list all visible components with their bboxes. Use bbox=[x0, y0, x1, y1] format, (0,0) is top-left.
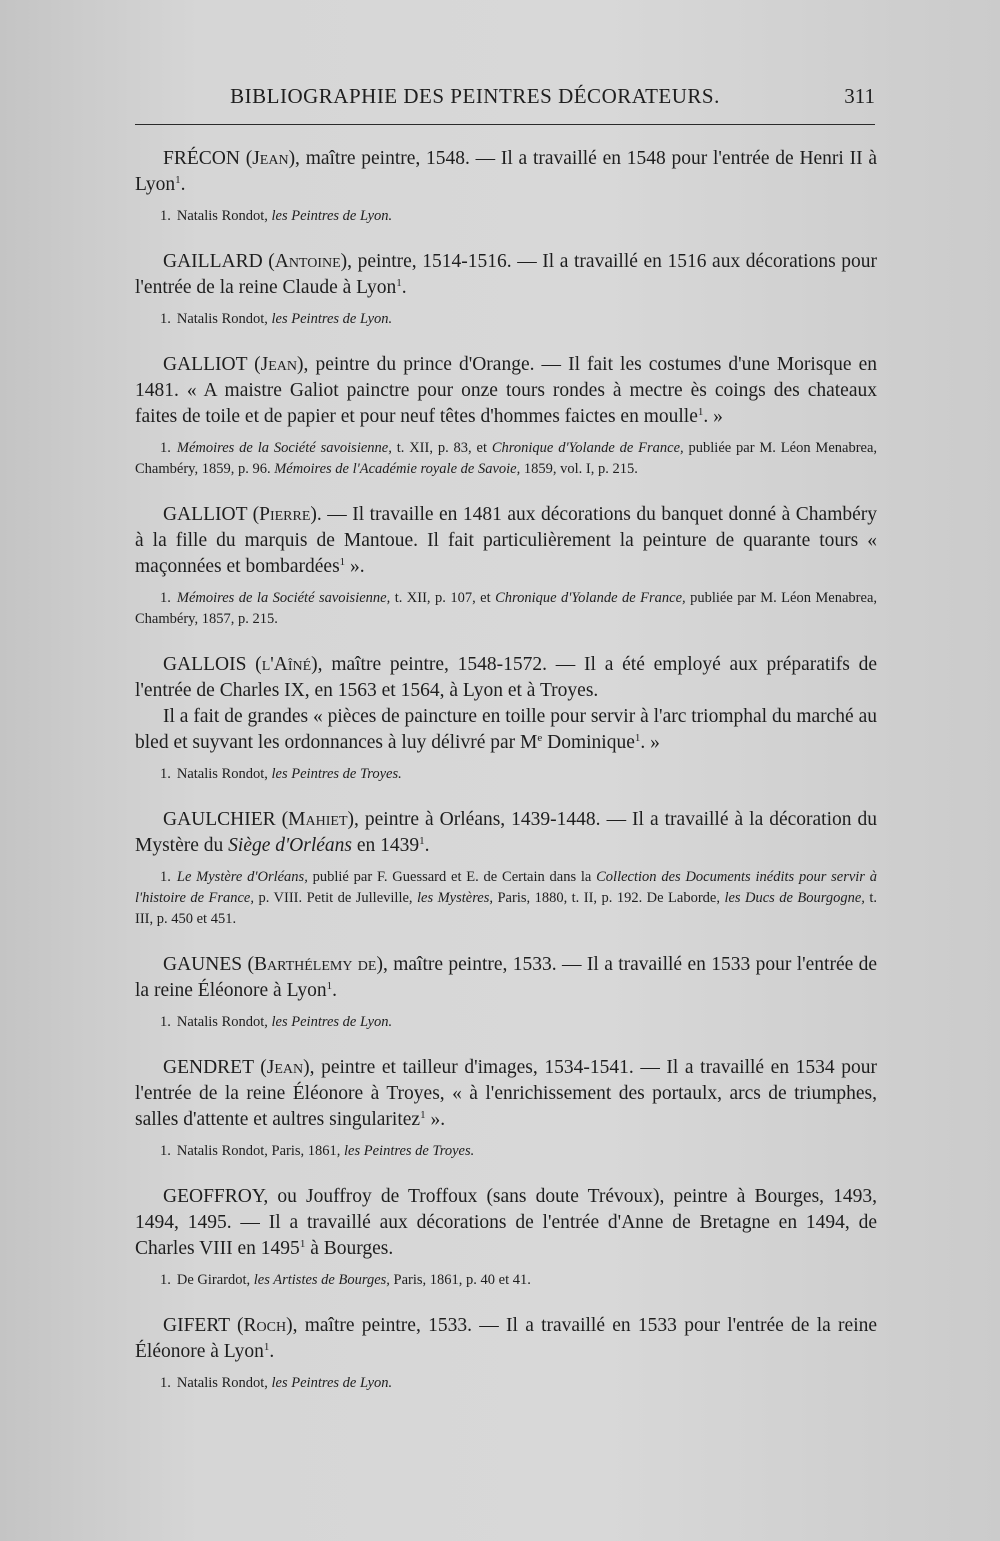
entry-given-name: Jean bbox=[260, 354, 298, 375]
entry-given-name: Pierre bbox=[259, 504, 311, 525]
footnote-marker: 1 bbox=[420, 1109, 426, 1121]
entry-text: GIFERT (Roch), maître peintre, 1533. — Il a travaillé en 1533 pour l'entrée de la reine Éléonore à Lyon$^1$. bbox=[135, 1315, 878, 1362]
footnote-marker: 1 bbox=[697, 406, 704, 418]
entry-frecon bbox=[135, 146, 877, 227]
entry-role: maître peintre, 1548. bbox=[305, 148, 470, 169]
entry-name: FRÉCON bbox=[163, 148, 240, 169]
entry-given-name: l'Aîné bbox=[261, 654, 312, 675]
entry-role: maître peintre, 1533. bbox=[304, 1315, 472, 1336]
page-number: 311 bbox=[844, 84, 875, 108]
entry-italic-title: Siège d'Orléans bbox=[228, 835, 353, 856]
entry-body: — Il a travaillé en 1533 pour l'entrée de la reine Éléonore à Lyon bbox=[135, 1315, 878, 1362]
entry-name: GEOFFROY, bbox=[163, 1186, 269, 1207]
footnote: 1. Natalis Rondot, les Peintres de Lyon. bbox=[160, 1375, 393, 1391]
running-header bbox=[135, 84, 875, 114]
entry-text: GAILLARD (Antoine), peintre, 1514-1516. — Il a travaillé en 1516 aux décorations pour l'entrée de la reine Claude à Lyon$^1$. bbox=[135, 251, 878, 298]
entry-galliot-pierre bbox=[135, 502, 877, 630]
entry-text: GALLOIS (l'Aîné), maître peintre, 1548-1572. — Il a été employé aux préparatifs de l'entrée de Charles IX, en 1563 et 1564, à Lyon et à Troyes. bbox=[135, 654, 877, 701]
entry-role: maître peintre, 1548-1572. bbox=[331, 654, 548, 675]
entry-role: peintre à Orléans, 1439-1448. bbox=[364, 809, 601, 830]
entry-text: GALLIOT (Pierre). — Il travaille en 1481 aux décorations du banquet donné à Chambéry à la fille du marquis de Mantoue. Il fait particulièrement la peinture de quarante tours « maçonnées et bombardées$^1$ ». bbox=[135, 504, 878, 577]
entry-given-name: Jean bbox=[252, 148, 289, 169]
footnote: 1. De Girardot, les Artistes de Bourges, Paris, 1861, p. 40 et 41. bbox=[160, 1272, 531, 1288]
entry-given-name: Jean bbox=[266, 1057, 304, 1078]
entry-gifert bbox=[135, 1313, 877, 1394]
entry-gaillard bbox=[135, 249, 877, 330]
entry-name: GALLIOT bbox=[163, 354, 248, 375]
entry-role: peintre et tailleur d'images, 1534-1541. bbox=[321, 1057, 634, 1078]
entry-given-name: Barthélemy de bbox=[253, 954, 377, 975]
entry-text: GAULCHIER (Mahiet), peintre à Orléans, 1439-1448. — Il a travaillé à la décoration du Mystère du Siège d'Orléans en 1439$^1$. bbox=[135, 809, 878, 856]
entry-text-2: Il a fait de grandes « pièces de paincture en toille pour servir à l'arc triomphal du marché au bled et suyvant les ordonnances à luy délivré par Me Dominique$^1$. » bbox=[135, 706, 877, 753]
footnote: 1. Natalis Rondot, les Peintres de Troyes. bbox=[160, 766, 402, 782]
entry-gendret bbox=[135, 1055, 877, 1162]
entry-role: maître peintre, 1533. bbox=[393, 954, 557, 975]
entry-text: GENDRET (Jean), peintre et tailleur d'images, 1534-1541. — Il a travaillé en 1534 pour l'entrée de la reine Éléonore à Troyes, « à l'enrichissement des portaulx, arcs de triumphes, salles d'attente et aultres singularitez$^1$ ». bbox=[135, 1057, 878, 1130]
footnote-marker: 1 bbox=[299, 1238, 306, 1250]
entry-gaulchier bbox=[135, 807, 877, 930]
entry-body: — Il a travaillé à la décoration du Mystère du bbox=[135, 809, 878, 856]
entry-galliot-jean bbox=[135, 352, 877, 480]
footnote: 1. Natalis Rondot, Paris, 1861, les Peintres de Troyes. bbox=[160, 1143, 475, 1159]
footnote-marker: 1 bbox=[634, 732, 641, 744]
footnote: 1. Natalis Rondot, les Peintres de Lyon. bbox=[160, 1014, 393, 1030]
entry-body: — Il travaille en 1481 aux décorations du banquet donné à Chambéry à la fille du marquis de Mantoue. Il fait particulièrement la peinture de quarante tours « maçonnées et bombardées bbox=[135, 504, 878, 577]
entry-role: ou Jouffroy de Troffoux (sans doute Trévoux), peintre à Bourges, 1493, 1494, 1495. bbox=[135, 1186, 878, 1233]
entry-geoffroy bbox=[135, 1184, 877, 1291]
entry-body: — Il fait les costumes d'une Morisque en 1481. « A maistre Galiot painctre pour onze tours rondes à mectre ès coings des chateaux faites de toile et de papier et pour neuf têtes d'hommes faictes en moulle bbox=[135, 354, 878, 427]
entry-name: GALLOIS bbox=[163, 654, 247, 675]
entry-body: — Il a été employé aux préparatifs de l'entrée de Charles IX, en 1563 et 1564, à Lyon et à Troyes. bbox=[135, 654, 877, 701]
footnote: 1. Mémoires de la Société savoisienne, t. XII, p. 83, et Chronique d'Yolande de France, publiée par M. Léon Menabrea, Chambéry, 1859, p. 96. Mémoires de l'Académie royale de Savoie, 1859, vol. I, p. 215. bbox=[135, 440, 878, 477]
footnote-marker: 1 bbox=[263, 1341, 270, 1353]
footnote-marker: 1 bbox=[396, 277, 402, 289]
entry-text: GAUNES (Barthélemy de), maître peintre, 1533. — Il a travaillé en 1533 pour l'entrée de la reine Éléonore à Lyon$^1$. bbox=[135, 954, 878, 1001]
footnote-marker: 1 bbox=[419, 835, 425, 847]
entry-body: — Il a travaillé en 1533 pour l'entrée de la reine Éléonore à Lyon bbox=[135, 954, 878, 1001]
entry-text: GEOFFROY, ou Jouffroy de Troffoux (sans doute Trévoux), peintre à Bourges, 1493, 1494, 1495. — Il a travaillé aux décorations de l'entrée d'Anne de Bretagne en 1494, de Charles VIII en 1495$^1$ à Bourges. bbox=[135, 1186, 878, 1259]
entries-column bbox=[135, 146, 877, 1394]
header-title: BIBLIOGRAPHIE DES PEINTRES DÉCORATEURS. bbox=[230, 84, 720, 108]
entry-name: GIFERT bbox=[163, 1315, 230, 1336]
entry-name: GAILLARD bbox=[163, 251, 263, 272]
footnote: 1. Natalis Rondot, les Peintres de Lyon. bbox=[160, 311, 393, 327]
entry-name: GENDRET bbox=[163, 1057, 254, 1078]
entry-body: Il a fait de grandes « pièces de paincture en toille pour servir à l'arc triomphal du marché au bled et suyvant les ordonnances à luy délivré par M bbox=[135, 706, 877, 753]
footnote-marker: 1 bbox=[326, 980, 333, 992]
entry-body: — Il a travaillé en 1548 pour l'entrée de Henri II à Lyon bbox=[135, 148, 877, 195]
entry-text: GALLIOT (Jean), peintre du prince d'Orange. — Il fait les costumes d'une Morisque en 1481. « A maistre Galiot painctre pour onze tours rondes à mectre ès coings des chateaux faites de toile et de papier et pour neuf têtes d'hommes faictes en moulle$^1$. » bbox=[135, 354, 878, 427]
footnote: 1. Mémoires de la Société savoisienne, t. XII, p. 107, et Chronique d'Yolande de France, publiée par M. Léon Menabrea, Chambéry, 1857, p. 215. bbox=[135, 590, 878, 627]
entry-gaunes bbox=[135, 952, 877, 1033]
entry-given-name: Antoine bbox=[274, 251, 341, 272]
entry-body: — Il a travaillé en 1516 aux décorations pour l'entrée de la reine Claude à Lyon bbox=[135, 251, 878, 298]
entry-given-name: Mahiet bbox=[288, 809, 348, 830]
entry-name: GAULCHIER bbox=[163, 809, 276, 830]
entry-name: GAUNES bbox=[163, 954, 243, 975]
entry-role: peintre du prince d'Orange. bbox=[315, 354, 535, 375]
header-rule bbox=[135, 124, 875, 125]
entry-role: peintre, 1514-1516. bbox=[357, 251, 512, 272]
footnote: 1. Natalis Rondot, les Peintres de Lyon. bbox=[160, 208, 393, 224]
entry-body: — Il a travaillé aux décorations de l'entrée d'Anne de Bretagne en 1494, de Charles VIII en 1495 bbox=[135, 1212, 878, 1259]
footnote: 1. Le Mystère d'Orléans, publié par F. Guessard et E. de Certain dans la Collection des Documents inédits pour servir à l'histoire de France, p. VIII. Petit de Julleville, les Mystères, Paris, 1880, t. II, p. 192. De Laborde, les Ducs de Bourgogne, t. III, p. 450 et 451. bbox=[135, 869, 878, 927]
entry-text: FRÉCON (Jean), maître peintre, 1548. — Il a travaillé en 1548 pour l'entrée de Henri II à Lyon$^1$. bbox=[135, 148, 877, 195]
entry-name: GALLIOT bbox=[163, 504, 248, 525]
footnote-marker: 1 bbox=[175, 174, 181, 186]
entry-given-name: Roch bbox=[243, 1315, 287, 1336]
entry-body: — Il a travaillé en 1534 pour l'entrée de la reine Éléonore à Troyes, « à l'enrichissement des portaulx, arcs de triumphes, salles d'attente et aultres singularitez bbox=[135, 1057, 878, 1130]
footnote-marker: 1 bbox=[339, 556, 346, 568]
entry-gallois bbox=[135, 652, 877, 785]
